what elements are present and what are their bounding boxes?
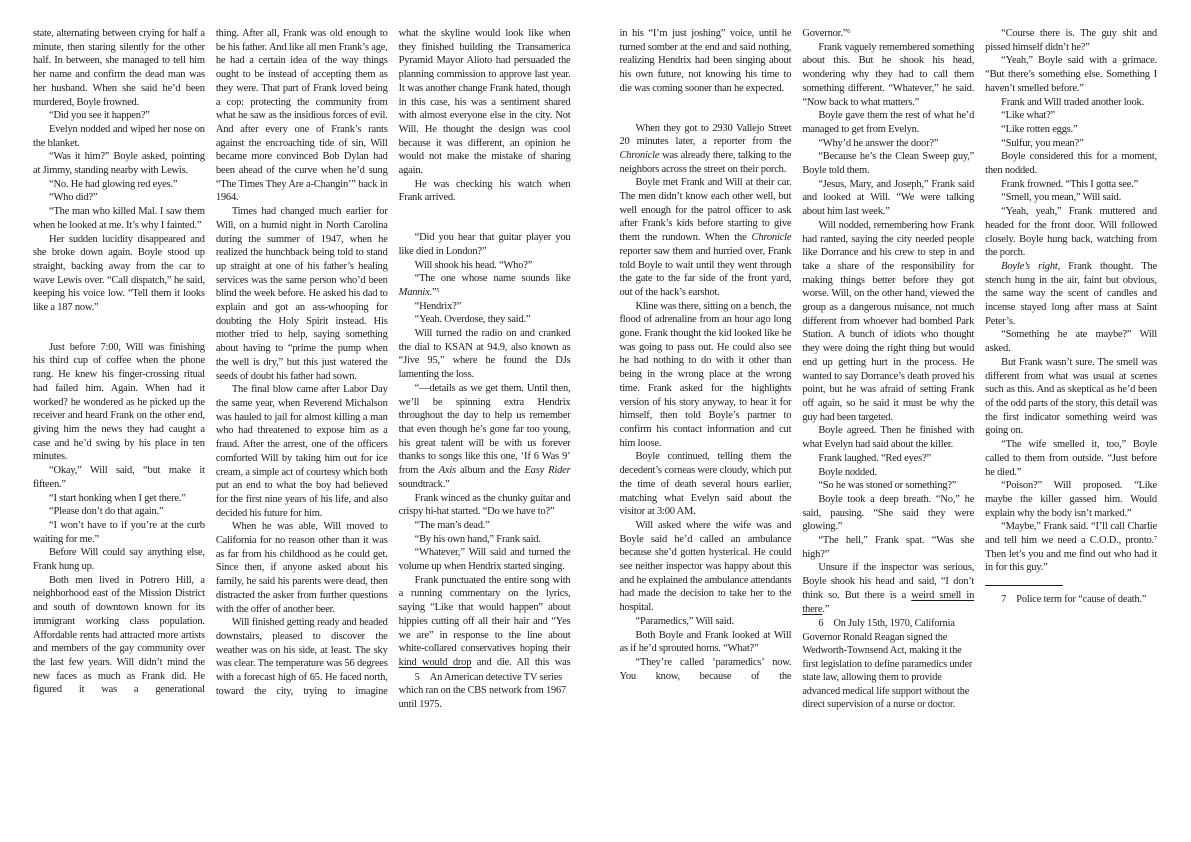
paragraph: Just before 7:00, Will was finishing his third cup of coffee when the phone rang. He knew his finger-crossing ritual had failed him. Again. When had it worked? he wondered as he picked up the receiver and heard Frank on the other end, giving him the news they had caught a case and he’d swing by his place in ten minutes. [33, 341, 205, 463]
paragraph: Both men lived in Potrero Hill, a neighborhood east of the Mission District and south of downtown known for its immigrant working class population. Affordable rents had attracted more artists and members of the gay community over the last few years. Will didn’t mind the new faces as much as Frank did. He figured it was a generational [33, 574, 205, 696]
paragraph: “Why’d he answer the door?” [818, 137, 939, 149]
footnote-marker: 7 [1154, 535, 1157, 543]
paragraph: “—details as we get them. Until then, we’ll be spinning extra Hendrix throughout the day to help us remember that even though he’s gone far too young, his great talent will be with us forever thanks to songs like this one, ‘If 6 Was 9’ from the Axis album and the Easy Rider soundtrack.” [398, 382, 571, 490]
paragraph: “Hendrix?” [414, 300, 462, 312]
paragraph: “Who did?” [49, 192, 98, 204]
paragraph: “Poison?” Will proposed. “Like maybe the killer gassed him. Would explain why the body isn’t marked.” [985, 480, 1157, 519]
paragraph: Frank vaguely remembered something about this. But he shook his head, wondering why they had to call them something different. “Whatever,” he said. “Now back to what matters.” [802, 41, 975, 108]
paragraph: “Like rotten eggs.” [1001, 123, 1078, 135]
paragraph: thing. After all, Frank was old enough to be his father. And like all men Frank’s age, he had a certain idea of the way things ought to be instead of accepting them as they were. That part of Frank loved being a cop: protecting the community from what he saw as the insidious forces of evil. And after every one of Frank’s rants against the encroaching tide of sin, Will became more convinced Bob Dylan had been ahead of the curve when he’d sung “The Times They Are a-Changin’” back in 1964. [215, 28, 388, 204]
text-column-3 [399, 27, 571, 842]
paragraph: Will turned the radio on and cranked the dial to KSAN at 94.9, also known as “Jive 95,” where he found the DJs lamenting the loss. [398, 328, 571, 381]
text-column-4 [620, 27, 792, 842]
paragraph: “The wife smelled it, too,” Boyle called to them from outside. “Just before he died.” [985, 439, 1157, 478]
paragraph: “Maybe,” Frank said. “I’ll call Charlie and tell him we need a C.O.D., pronto.$^7$ Then let’s you and me find out who had it in for this guy.” [985, 521, 1157, 574]
paragraph: “Like what?” [1001, 110, 1056, 122]
footnote: 5 An American detective TV series which ran on the CBS network from 1967 until 1975. [398, 671, 566, 710]
paragraph: “Because he’s the Clean Sweep guy,” Boyle told them. [802, 151, 975, 177]
paragraph: Boyle’s right, Frank thought. The stench hung in the air, faint but obvious, the same way the scent of candles and incense stayed long after mass at Saint Peter’s. [985, 260, 1157, 327]
footnote: 6 On July 15th, 1970, California Governor Ronald Reagan signed the Wedworth-Townsend Act, making it the first legislation to define paramedics under state law, allowing them to provide advanced medical life support without the direct supervision of a nurse or doctor. [802, 618, 973, 711]
paragraph: “I won’t have to if you’re at the curb waiting for me.” [33, 519, 205, 545]
footnote-marker: 6 [847, 28, 851, 36]
paragraph: Frank winced as the chunky guitar and crispy hi-hat started. “Do we have to?” [398, 492, 571, 518]
footnote-marker: 5 [436, 287, 440, 295]
paragraph: Times had changed much earlier for Will, on a humid night in North Carolina during the summer of 1947, when he realized the hunchback being told to stand up straight at one of his father’s healing services was the same person who’d been blind the week before. He asked his dad to explain and got an ass-whooping for doubting the Holy Spirit instead. His mother tried to help, saying something about having to “prime the pump when the well is dry,” but this just watered the seeds of doubt his father had sown. [215, 206, 388, 382]
text-column-6 [985, 27, 1157, 842]
paragraph: “By his own hand,” Frank said. [414, 533, 541, 545]
paragraph: Boyle gave them the rest of what he’d managed to get from Evelyn. [802, 110, 975, 135]
page-right [596, 0, 1191, 842]
paragraph: Before Will could say anything else, Frank hung up. [33, 547, 205, 573]
paragraph: Unsure if the inspector was serious, Boyle shook his head and said, “I don’t think so. But there is a weird smell in there.” [802, 562, 975, 615]
paragraph: “Yeah. Overdose, they said.” [414, 314, 531, 326]
paragraph: “The one whose name sounds like Mannix.”$^5$ [398, 273, 571, 298]
paragraph: The final blow came after Labor Day the same year, when Reverend Michalson was hauled to jail for almost killing a man who had threatened to expose him as a fraud. After the arrest, one of the officers comforted Will by taking him out for ice cream, a simple act of courtesy which both put an end to what the boy had believed for the first nine years of his life, and also decided his future for him. [215, 384, 388, 519]
page-left-columns [33, 27, 571, 842]
paragraph: “They’re called ‘paramedics’ now. You know, because of the [619, 656, 792, 682]
paragraph: Frank and Will traded another look. [1001, 96, 1145, 108]
paragraph: He was checking his watch when Frank arrived. [398, 178, 571, 204]
text-column-5 [802, 27, 974, 842]
paragraph: state, alternating between crying for half a minute, then staring silently for the other half. In between, she managed to tell him her name and confirm the dead man was her husband. When she said he’d been murdered, Boyle frowned. [33, 28, 205, 108]
paragraph: “Paramedics,” Will said. [635, 615, 734, 627]
paragraph: “No. He had glowing red eyes.” [49, 178, 178, 190]
paragraph: Will finished getting ready and headed downstairs, pleased to discover the weather was on his side, at least. The sky was clear. The temperature was 56 degrees with a forecast high of 65. He faced north, toward the city, trying to imagine [215, 617, 388, 697]
paragraph: Boyle considered this for a moment, then nodded. [985, 151, 1157, 177]
paragraph: “I start honking when I get there.” [49, 492, 186, 504]
paragraph: Frank frowned. “This I gotta see.” [1001, 178, 1139, 190]
paragraph: “The man who killed Mal. I saw them when he looked at me. It’s why I fainted.” [33, 206, 205, 231]
paragraph: in his “I’m just joshing” voice, until he turned somber at the end and said nothing, realizing Hendrix had been singing about his own future, not knowing his time to die was coming sooner than he expected. [619, 28, 792, 94]
paragraph: Kline was there, sitting on a bench, the flood of adrenaline from an hour ago long gone. Frank thought the kid looked like he was going to pass out. He could also see he had nothing to do with it other than being in the wrong place at the wrong time. Frank asked for the highlights version of his story anyway, to hear it for himself, then told Boyle’s partner to confirm his contact information and cut him loose. [619, 300, 792, 449]
paragraph: Will asked where the wife was and Boyle said he’d called an ambulance because she’d gotten hysterical. He could see neither inspector was happy about this and he explained the ambulance attendants had made the decision to take her to the hospital. [619, 519, 792, 614]
paragraph: “Yeah, yeah,” Frank muttered and headed for the front door. Will followed closely. Boyle hung back, watching from the porch. [985, 206, 1157, 259]
paragraph: “The man’s dead.” [414, 519, 490, 531]
paragraph: Will nodded, remembering how Frank had ranted, saying the city needed people like Dorrance and his crew to step in and take a share of the responsibility for making things better before they got worse. Will, on the other hand, viewed the group as a dangerous nuisance, not much different from whoever had bombed Park Station. A bunch of idiots who thought they were doing the right thing but would end up getting hurt in the process. He wanted to say Dorrance’s death proved his point, but he was afraid of setting Frank off again, so he said it must be why the guy had been targeted. [802, 219, 975, 423]
section-break [399, 205, 571, 231]
paragraph: Boyle continued, telling them the decedent’s corneas were cloudy, which put the time of death several hours earlier, matching what Evelyn said about the visitor at 3:00 AM. [619, 451, 792, 518]
paragraph: “Did you see it happen?” [49, 110, 150, 122]
paragraph: “So he was stoned or something?” [818, 480, 957, 492]
text-column-1 [33, 27, 205, 842]
paragraph: Boyle met Frank and Will at their car. The men didn’t know each other well, but well enough for the patrol officer to ask after Frank’s kids before starting to give them the rundown. When the Chronicle reporter saw them and hurried over, Frank told Boyle to wait until they went through the gate to the far side of the front yard, out of the hack’s earshot. [619, 177, 792, 298]
paragraph: “Yeah,” Boyle said with a grimace. “But there’s something else. Something I haven’t smelled before.” [985, 55, 1157, 94]
paragraph: Both Boyle and Frank looked at Will as if he’d sprouted horns. “What?” [619, 629, 792, 655]
paragraph: “Okay,” Will said, “but make it fifteen.” [33, 465, 205, 490]
paragraph: “Course there is. The guy shit and pissed himself didn’t he?” [985, 28, 1157, 53]
section-break [620, 96, 792, 122]
paragraph: Frank punctuated the entire song with a running commentary on the lyrics, saying “Like that would happen” about hippies cutting off all their hair and “Yes we are” in response to the line about white-collared conservatives hoping their kind would drop and die. All this was [398, 574, 571, 668]
paragraph: When they got to 2930 Vallejo Street 20 minutes later, a reporter from the Chronicle was already there, talking to the neighbors across the street on their porch. [619, 122, 792, 175]
paragraph: “The hell,” Frank spat. “Was she high?” [802, 535, 975, 560]
paragraph: When he was able, Will moved to California for no reason other than it was as far from his childhood as he could get. Since then, if anyone asked about his family, he said his parents were dead, then distracted the asker from further questions with the offer of another beer. [215, 521, 388, 615]
paragraph: “Smell, you mean,” Will said. [1001, 192, 1122, 204]
paragraph: “Jesus, Mary, and Joseph,” Frank said and looked at Will. “We were talking about him last week.” [802, 178, 975, 218]
paragraph: Boyle nodded. [818, 466, 877, 478]
paragraph: “Did you hear that guitar player you like died in London?” [398, 232, 571, 257]
section-break [33, 315, 205, 341]
paragraph: Governor.”$^6$ [802, 28, 851, 39]
paragraph: But Frank wasn’t sure. The smell was different from what was usual at scenes such as this. And as skeptical as he’d been of the odd parts of the story, this detail was the first indicator something weird was going on. [985, 356, 1157, 437]
paragraph: Will shook his head. “Who?” [414, 259, 533, 271]
footnote: 7 Police term for “cause of death.” [1001, 594, 1147, 606]
paragraph: “Whatever,” Will said and turned the volume up when Hendrix started singing. [398, 547, 571, 573]
paragraph: Frank laughed. “Red eyes?” [818, 452, 931, 464]
paragraph: Her sudden lucidity disappeared and she broke down again. Boyle stood up straight, backing away from the car to wave Lewis over. “Call dispatch,” he said, keeping his voice low. “Tell them it looks like a 187 now.” [33, 233, 205, 314]
page-right-columns [620, 27, 1158, 842]
paragraph: “Please don’t do that again.” [49, 506, 164, 518]
paragraph: Evelyn nodded and wiped her nose on the blanket. [33, 123, 205, 149]
paragraph: what the skyline would look like when they finished building the Transamerica Pyramid Mayor Alioto had persuaded the planning commission to approve last year. It was another change Frank hated, though in this case, his was a sentiment shared with almost everyone else in the city. Not Will. He thought the design was cool because it was different, an opinion he would not make the mistake of sharing again. [398, 28, 571, 177]
paragraph: “Something he ate maybe?” Will asked. [985, 329, 1157, 355]
paragraph: Boyle agreed. Then he finished with what Evelyn had said about the killer. [802, 425, 975, 451]
paragraph: “Sulfur, you mean?” [1001, 137, 1084, 149]
paragraph: “Was it him?” Boyle asked, pointing at Jimmy, standing nearby with Lewis. [33, 151, 205, 177]
paragraph: Boyle took a deep breath. “No,” he said, pausing. “She said they were glowing.” [802, 493, 975, 533]
text-column-2 [216, 27, 388, 842]
footnote-rule [985, 585, 1063, 586]
